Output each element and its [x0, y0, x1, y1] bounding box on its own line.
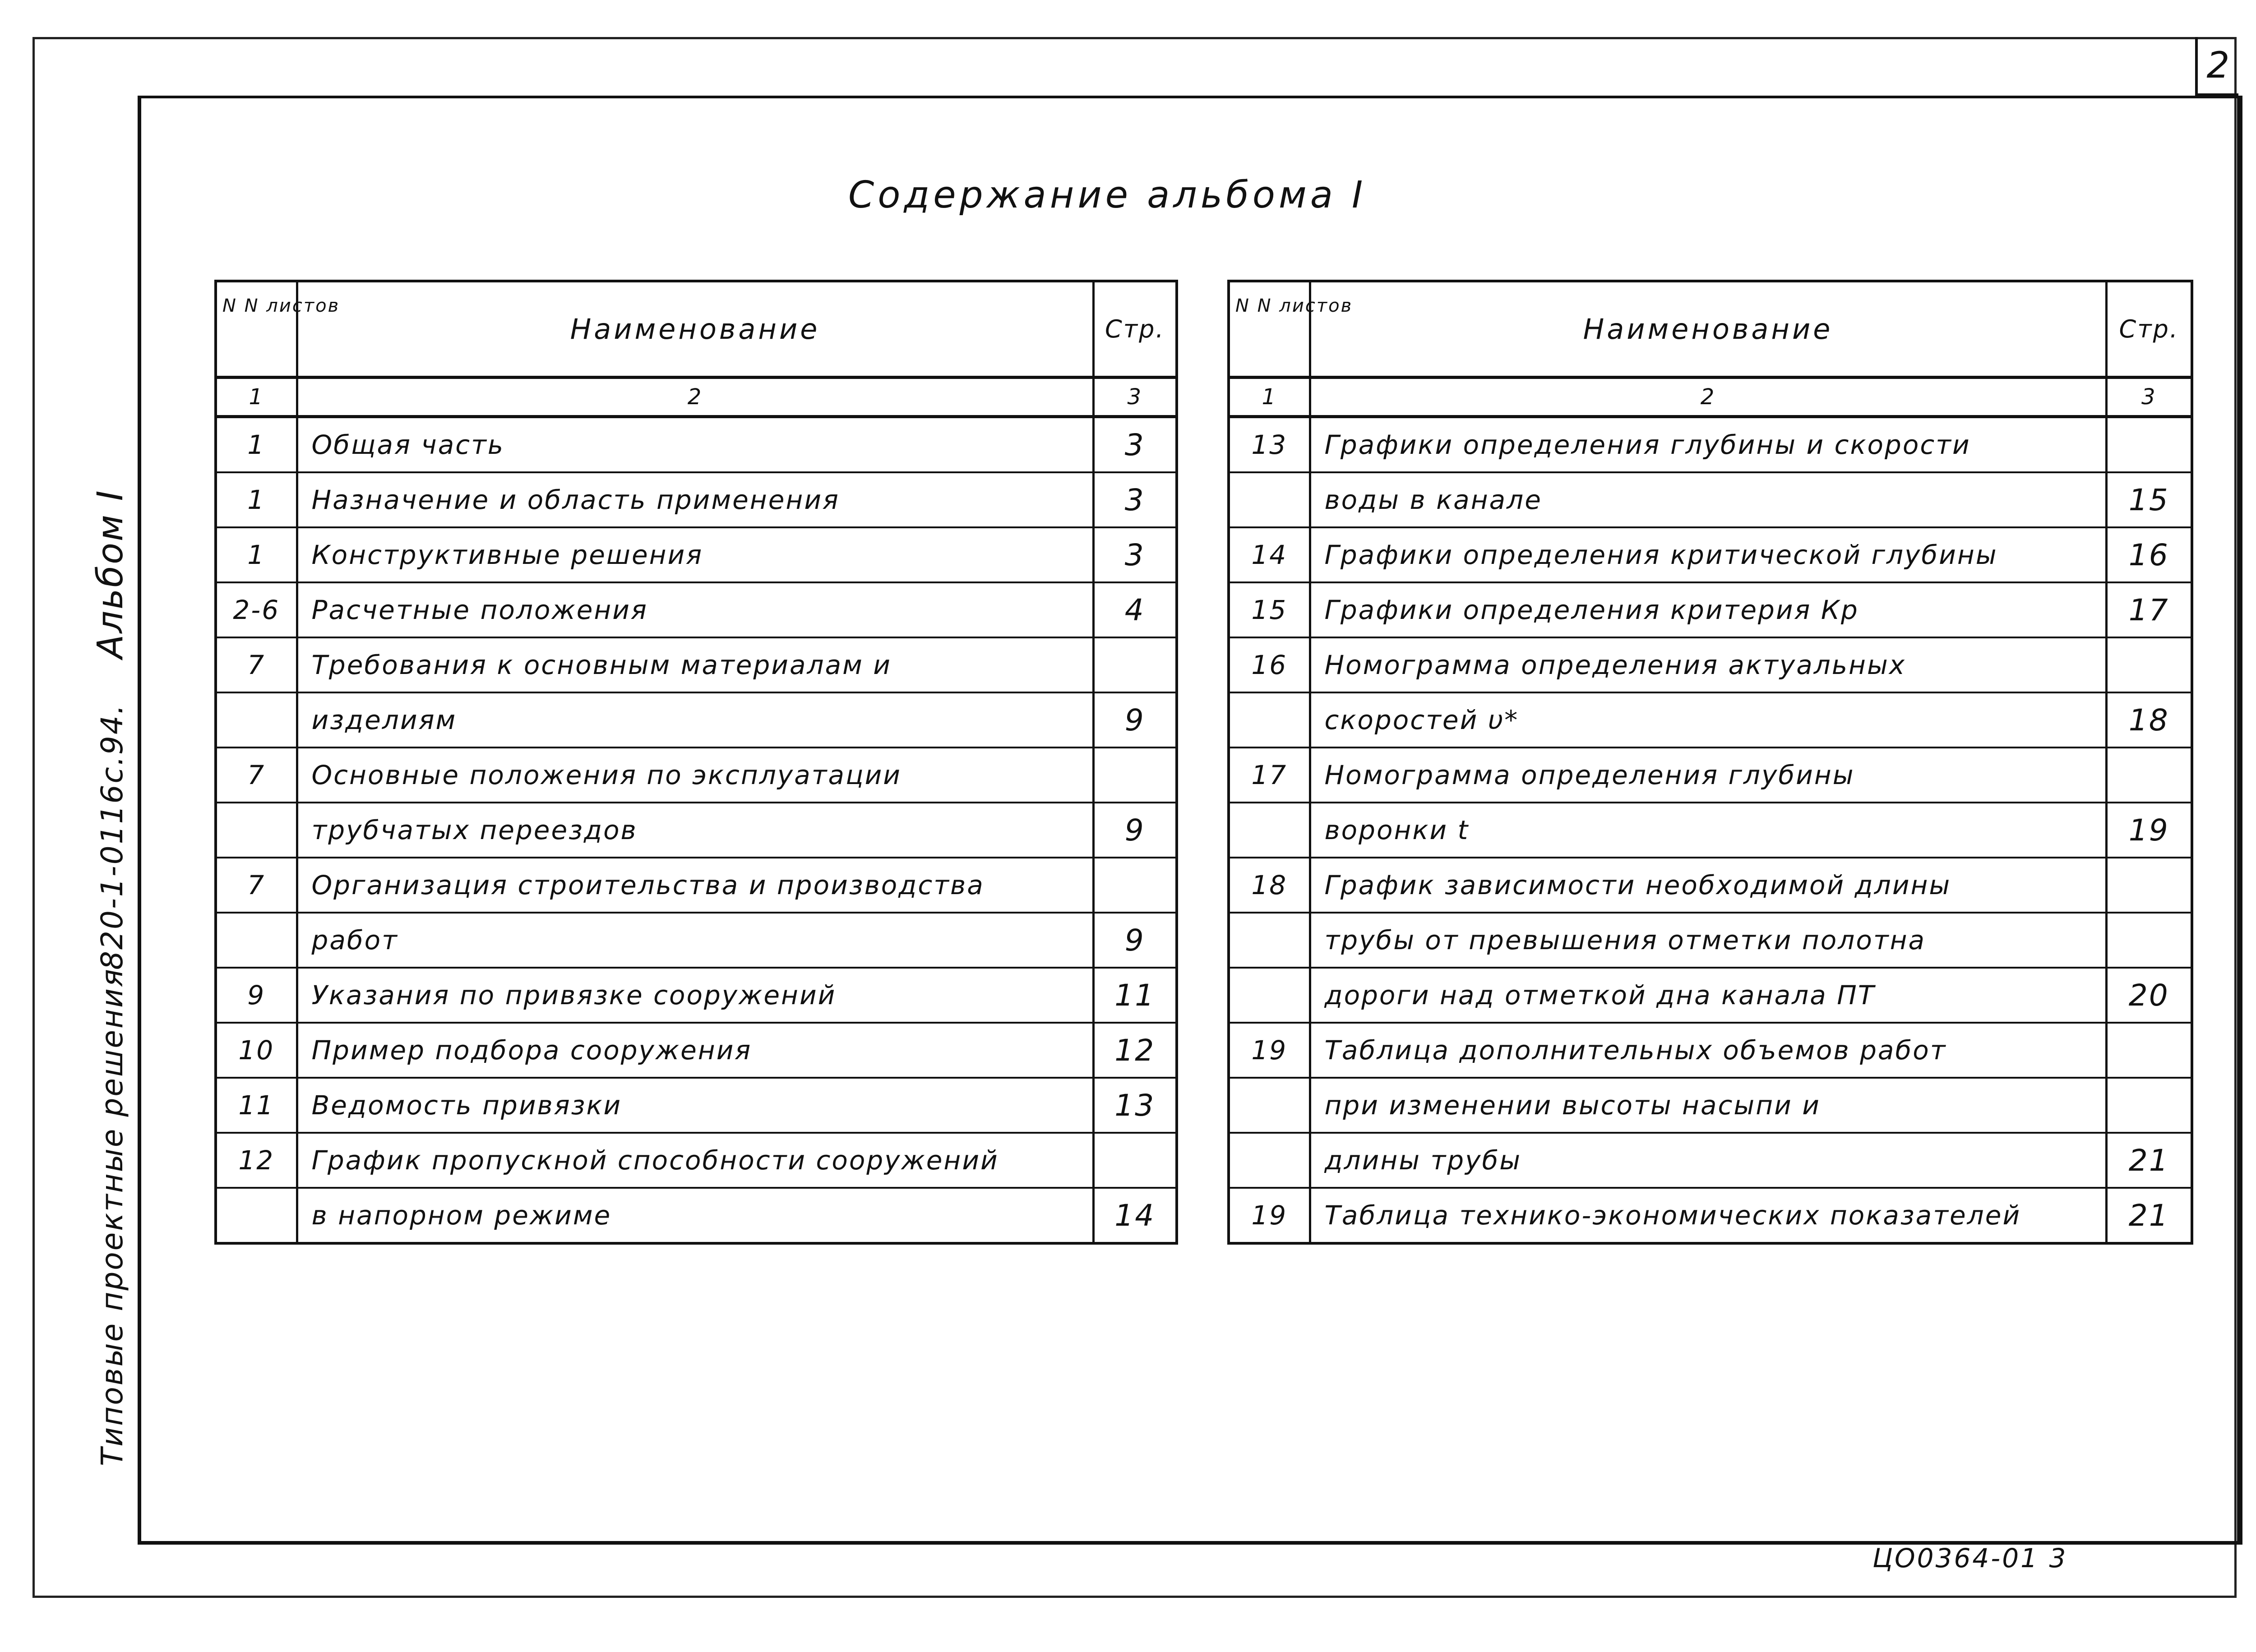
sheet-number: 11	[216, 1078, 297, 1133]
page-ref: 17	[2106, 582, 2192, 637]
table-row	[1229, 968, 2192, 1023]
sheet-number: 7	[216, 858, 297, 913]
table-row	[216, 1133, 1177, 1188]
page-ref: 12	[1093, 1023, 1177, 1078]
table-row	[1229, 1188, 2192, 1243]
table-row	[216, 858, 1177, 913]
sheet-number: 7	[216, 748, 297, 803]
item-name: Общая часть	[297, 417, 1093, 473]
sheet-number	[1229, 803, 1310, 858]
header-name: Наименование	[1310, 281, 2106, 378]
item-name: скоростей υ*	[1310, 692, 2106, 748]
sheet-number: 13	[1229, 417, 1310, 473]
item-name: дороги над отметкой дна канала ПТ	[1310, 968, 2106, 1023]
table-row	[216, 968, 1177, 1023]
item-name: Таблица дополнительных объемов работ	[1310, 1023, 2106, 1078]
table-row	[216, 1078, 1177, 1133]
page-ref: 13	[1093, 1078, 1177, 1133]
page-ref: 14	[1093, 1188, 1177, 1243]
sheet-number	[216, 913, 297, 968]
table-row	[216, 692, 1177, 748]
page-ref: 9	[1093, 803, 1177, 858]
page-ref: 9	[1093, 692, 1177, 748]
page-ref: 16	[2106, 527, 2192, 582]
header-page: Стр.	[1093, 281, 1177, 378]
table-row	[1229, 1078, 2192, 1133]
page-ref: 18	[2106, 692, 2192, 748]
item-name: трубчатых переездов	[297, 803, 1093, 858]
page-ref	[1093, 748, 1177, 803]
page-ref	[2106, 913, 2192, 968]
table-row	[216, 748, 1177, 803]
item-name: Номограмма определения глубины	[1310, 748, 2106, 803]
page-number: 2	[2195, 37, 2238, 96]
item-name: в напорном режиме	[297, 1188, 1093, 1243]
item-name: Требования к основным материалам и	[297, 637, 1093, 692]
table-row	[216, 803, 1177, 858]
item-name: работ	[297, 913, 1093, 968]
page-ref: 21	[2106, 1133, 2192, 1188]
page-ref	[2106, 858, 2192, 913]
item-name: Графики определения глубины и скорости	[1310, 417, 2106, 473]
item-name: воды в канале	[1310, 472, 2106, 527]
page-ref: 3	[1093, 527, 1177, 582]
column-number: 2	[297, 378, 1093, 417]
sheet-number: 10	[216, 1023, 297, 1078]
item-name: длины трубы	[1310, 1133, 2106, 1188]
table-row	[216, 1023, 1177, 1078]
contents-table-left	[214, 280, 1178, 1245]
sheet-number	[216, 1188, 297, 1243]
page-ref: 9	[1093, 913, 1177, 968]
item-name: трубы от превышения отметки полотна	[1310, 913, 2106, 968]
table-row	[1229, 1023, 2192, 1078]
column-number-row	[216, 378, 1177, 417]
page-ref	[1093, 637, 1177, 692]
sheet-number: 1	[216, 417, 297, 473]
sheet-number	[1229, 472, 1310, 527]
page-ref	[2106, 637, 2192, 692]
table-row	[216, 527, 1177, 582]
sheet-number: 1	[216, 472, 297, 527]
page-ref: 15	[2106, 472, 2192, 527]
table-row	[216, 913, 1177, 968]
item-name: Расчетные положения	[297, 582, 1093, 637]
header-sheet-no: N N листов	[1229, 281, 1310, 378]
contents-table-right	[1227, 280, 2193, 1245]
sheet-number: 19	[1229, 1023, 1310, 1078]
item-name: Ведомость привязки	[297, 1078, 1093, 1133]
header-name: Наименование	[297, 281, 1093, 378]
table-header-row	[1229, 281, 2192, 378]
sheet-number: 12	[216, 1133, 297, 1188]
table-row	[1229, 1133, 2192, 1188]
side-stamp	[90, 489, 131, 1466]
page-ref: 3	[1093, 472, 1177, 527]
table-row	[1229, 692, 2192, 748]
table-row	[216, 417, 1177, 473]
sheet-number: 9	[216, 968, 297, 1023]
side-code: 820-1-0116с.94.	[95, 703, 129, 970]
page-ref: 11	[1093, 968, 1177, 1023]
sheet-number: 14	[1229, 527, 1310, 582]
page-ref: 19	[2106, 803, 2192, 858]
table-row	[1229, 913, 2192, 968]
page-ref: 21	[2106, 1188, 2192, 1243]
column-number: 3	[1093, 378, 1177, 417]
page-ref: 4	[1093, 582, 1177, 637]
item-name: График пропускной способности сооружений	[297, 1133, 1093, 1188]
column-number-row	[1229, 378, 2192, 417]
sheet-number: 1	[216, 527, 297, 582]
column-number: 1	[1229, 378, 1310, 417]
page-ref: 20	[2106, 968, 2192, 1023]
item-name: Указания по привязке сооружений	[297, 968, 1093, 1023]
document-code: ЦО0364-01 3	[1872, 1543, 2068, 1574]
table-row	[1229, 472, 2192, 527]
table-row	[1229, 417, 2192, 473]
table-row	[1229, 803, 2192, 858]
side-series: Типовые проектные решения	[95, 968, 129, 1466]
table-row	[1229, 527, 2192, 582]
side-album: Альбом I	[90, 489, 131, 659]
item-name: изделиям	[297, 692, 1093, 748]
sheet-number	[216, 692, 297, 748]
page-ref	[2106, 748, 2192, 803]
sheet-number	[1229, 1133, 1310, 1188]
page-title: Содержание альбома I	[848, 174, 1367, 217]
table-row	[1229, 858, 2192, 913]
sheet-number	[1229, 968, 1310, 1023]
table-row	[1229, 748, 2192, 803]
item-name: Основные положения по эксплуатации	[297, 748, 1093, 803]
column-number: 3	[2106, 378, 2192, 417]
sheet-number: 7	[216, 637, 297, 692]
table-row	[216, 582, 1177, 637]
item-name: Таблица технико-экономических показателей	[1310, 1188, 2106, 1243]
item-name: воронки t	[1310, 803, 2106, 858]
header-sheet-no: N N листов	[216, 281, 297, 378]
page-ref	[1093, 858, 1177, 913]
item-name: Номограмма определения актуальных	[1310, 637, 2106, 692]
page-ref	[1093, 1133, 1177, 1188]
item-name: Организация строительства и производства	[297, 858, 1093, 913]
item-name: Графики определения критической глубины	[1310, 527, 2106, 582]
page-ref	[2106, 1078, 2192, 1133]
page-ref	[2106, 417, 2192, 473]
page-ref	[2106, 1023, 2192, 1078]
sheet-number: 18	[1229, 858, 1310, 913]
column-number: 2	[1310, 378, 2106, 417]
sheet-number: 15	[1229, 582, 1310, 637]
table-row	[1229, 582, 2192, 637]
sheet-number: 17	[1229, 748, 1310, 803]
item-name: Назначение и область применения	[297, 472, 1093, 527]
header-page: Стр.	[2106, 281, 2192, 378]
table-row	[216, 1188, 1177, 1243]
sheet-number: 19	[1229, 1188, 1310, 1243]
sheet-number	[1229, 913, 1310, 968]
item-name: График зависимости необходимой длины	[1310, 858, 2106, 913]
sheet-number: 16	[1229, 637, 1310, 692]
table-row	[216, 637, 1177, 692]
sheet-number	[1229, 1078, 1310, 1133]
item-name: Графики определения критерия Кр	[1310, 582, 2106, 637]
item-name: Конструктивные решения	[297, 527, 1093, 582]
column-number: 1	[216, 378, 297, 417]
table-row	[216, 472, 1177, 527]
table-row	[1229, 637, 2192, 692]
table-header-row	[216, 281, 1177, 378]
sheet-number	[1229, 692, 1310, 748]
item-name: при изменении высоты насыпи и	[1310, 1078, 2106, 1133]
sheet-number: 2-6	[216, 582, 297, 637]
page-ref: 3	[1093, 417, 1177, 473]
sheet-number	[216, 803, 297, 858]
item-name: Пример подбора сооружения	[297, 1023, 1093, 1078]
